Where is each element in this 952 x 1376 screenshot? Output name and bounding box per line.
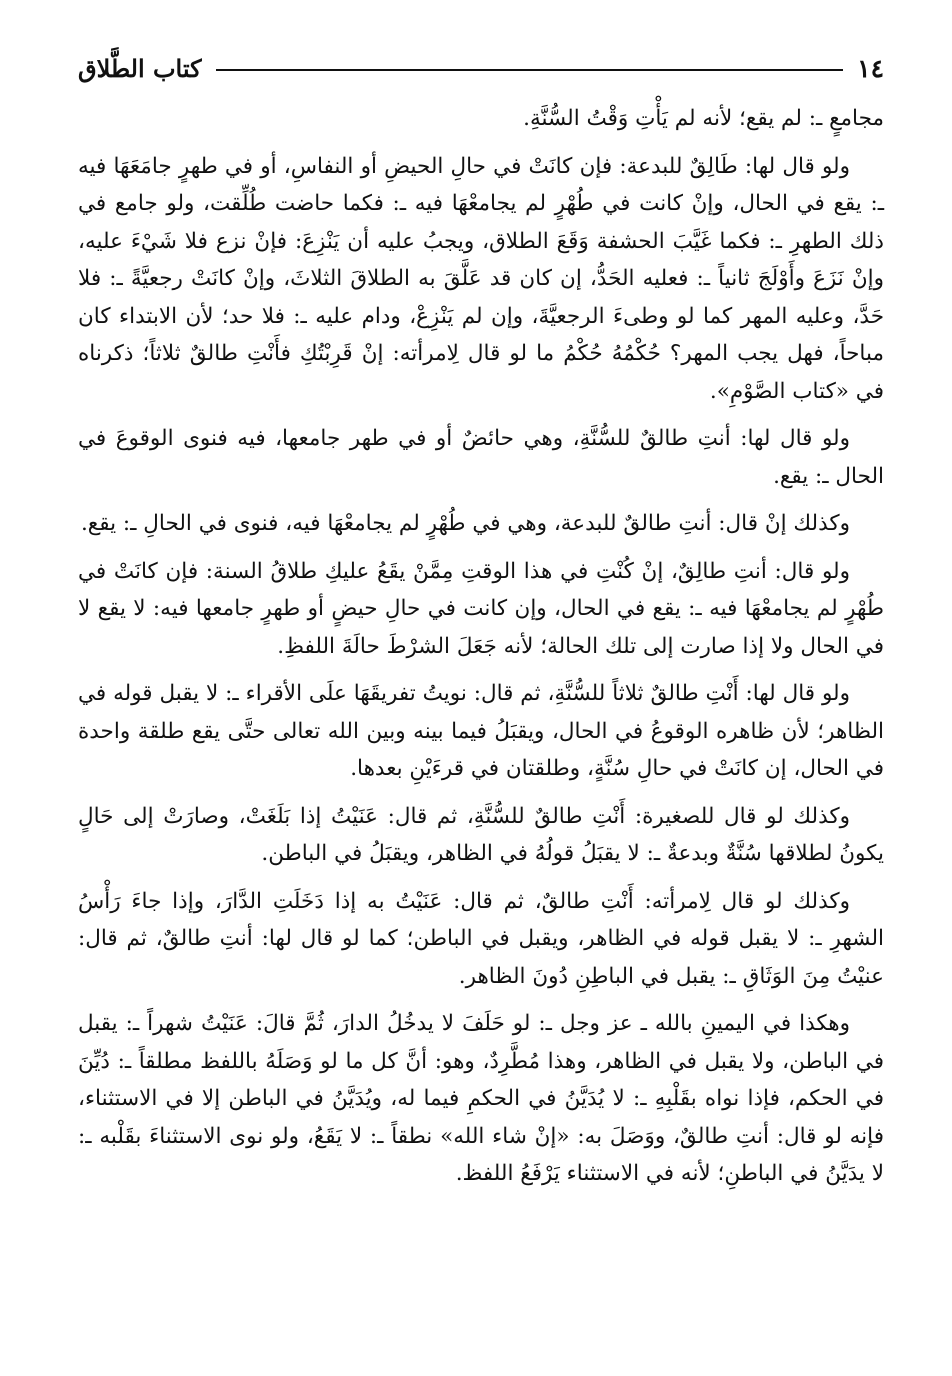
paragraph: وهكذا في اليمينِ بالله ـ عز وجل ـ: لو حَلَفَ لا يدخُلُ الدارَ، ثُمَّ قالَ: عَنَيْتُ شهراً ـ: يقبل في الباطن، ولا يقبل في الظاهر، وهذا مُطَّرِدٌ، وهو: أنَّ كل ما لو وَصَلَهُ باللفظ مطلقاً ـ: دُيِّنَ في الحكم، فإذا نواه بقَلْبِهِ ـ: لا يُدَيَّنُ في الحكمِ فيما له، ويُدَيَّنُ في الباطن إلا في الاستثناء، فإنه لو قال: أنتِ طالقٌ، ووَصَلَ به: «إنْ شاء الله» نطقاً ـ: لا يَقَعُ، ولو نوى الاستثناءَ بقَلْبه ـ: لا يدَيَّنُ في الباطنِ؛ لأنه في الاستثناء يَرْفَعُ اللفظ. [78, 1011, 884, 1186]
header-rule [216, 69, 844, 71]
paragraph: ولو قال لها: أَنْتِ طالقٌ ثلاثاً للسُّنَّةِ، ثم قال: نويتُ تفريقَهَا علَى الأقراء ـ: لا يقبل قوله في الظاهر؛ لأن ظاهره الوقوعُ في الحال، ويقبَلُ فيما بينه وبين الله تعالى حتَّى يقع طلقة واحدة في الحال، إن كانَتْ في حالِ سُنَّةٍ، وطلقتان في قرءَيْنِ بعدها. [78, 681, 884, 781]
paragraph: وكذلك إنْ قال: أنتِ طالقٌ للبدعة، وهي في طُهْرٍ لم يجامعْهَا فيه، فنوى في الحالِ ـ: يقع. [80, 511, 850, 536]
paragraph: ولو قال لها: أنتِ طالقٌ للسُّنَّةِ، وهي حائضٌ أو في طهر جامعها، فيه فنوى الوقوعَ في الحال ـ: يقع. [78, 426, 884, 489]
running-title: كتاب الطَّلاق [78, 53, 202, 83]
page-header [78, 48, 884, 88]
body-text [78, 100, 884, 1193]
paragraph: وكذلك لو قال لِامرأته: أَنْتِ طالقٌ، ثم قال: عَنَيْتُ به إذا دَخَلَتِ الدَّارَ، وإذا جاءَ رَأْسُ الشهرِ ـ: لا يقبل قوله في الظاهر، ويقبل في الباطن؛ كما لو قال لها: أنتِ طالقٌ، ثم قال: عنيْتُ مِنَ الوَثَاقِ ـ: يقبل في الباطِنِ دُونَ الظاهر. [78, 888, 884, 989]
paragraph: ولو قال لها: طَالِقٌ للبدعة: فإن كانَتْ في حالِ الحيضِ أو النفاسِ، أو في طهرٍ جامَعَهَا فيه ـ: يقع في الحال، وإنْ كانت في طُهْرٍ لم يجامعْهَا فيه ـ: فكما حاضت طُلِّقت، ولو جامع في ذلك الطهرِ ـ: فكما غَيَّبَ الحشفة وَقَعَ الطلاق، ويجبُ عليه أن يَنْزِعَ: فإنْ نزع فلا شَيْءَ عليه، وإنْ نَزَعَ وأَوْلَجَ ثانياً ـ: فعليه الحَدُّ، إن كان قد عَلَّقَ به الطلاقَ الثلاثَ، وإنْ كانَتْ رجعيَّةً ـ: فلا حَدَّ، وعليه المهر كما لو وطىءَ الرجعيَّةَ، وإن لم يَنْزِعْ، ودام عليه ـ: فلا حد؛ لأن الابتداء كان مباحاً، فهل يجب المهر؟ حُكْمُهُ حُكْمُ ما لو قال لِامرأته: إنْ قَرِبْتُكِ فأَنْتِ طالقٌ ثلاثاً؛ ذكرناه في «كتاب الصَّوْمِ». [78, 153, 884, 404]
page-number: ١٤ [857, 53, 884, 83]
paragraph: مجامعٍ ـ: لم يقع؛ لأنه لم يَأْتِ وَقْتُ السُّنَّةِ. [523, 106, 884, 131]
paragraph: ولو قال: أنتِ طالِقٌ، إنْ كُنْتِ في هذا الوقتِ مِمَّنْ يقَعُ عليكِ طلاقُ السنة: فإن كانَتْ في طُهْرٍ لم يجامعْهَا فيه ـ: يقع في الحال، وإن كانت في حالِ حيضٍ أو طهرٍ جامعها فيه: لا يقع لا في الحال ولا إذا صارت إلى تلك الحالة؛ لأنه جَعَلَ الشرْطَ حالَةَ اللفظِ. [78, 558, 884, 659]
paragraph: وكذلك لو قال للصغيرة: أَنْتِ طالقٌ للسُّنَّةِ، ثم قال: عَنَيْتُ إذا بَلَغَتْ، وصارَتْ إلى حَالٍ يكونُ لطلاقها سُنَّةٌ وبدعةٌ ـ: لا يقبَلُ قولُهُ في الظاهر، ويقبَلُ في الباطن. [78, 803, 884, 866]
